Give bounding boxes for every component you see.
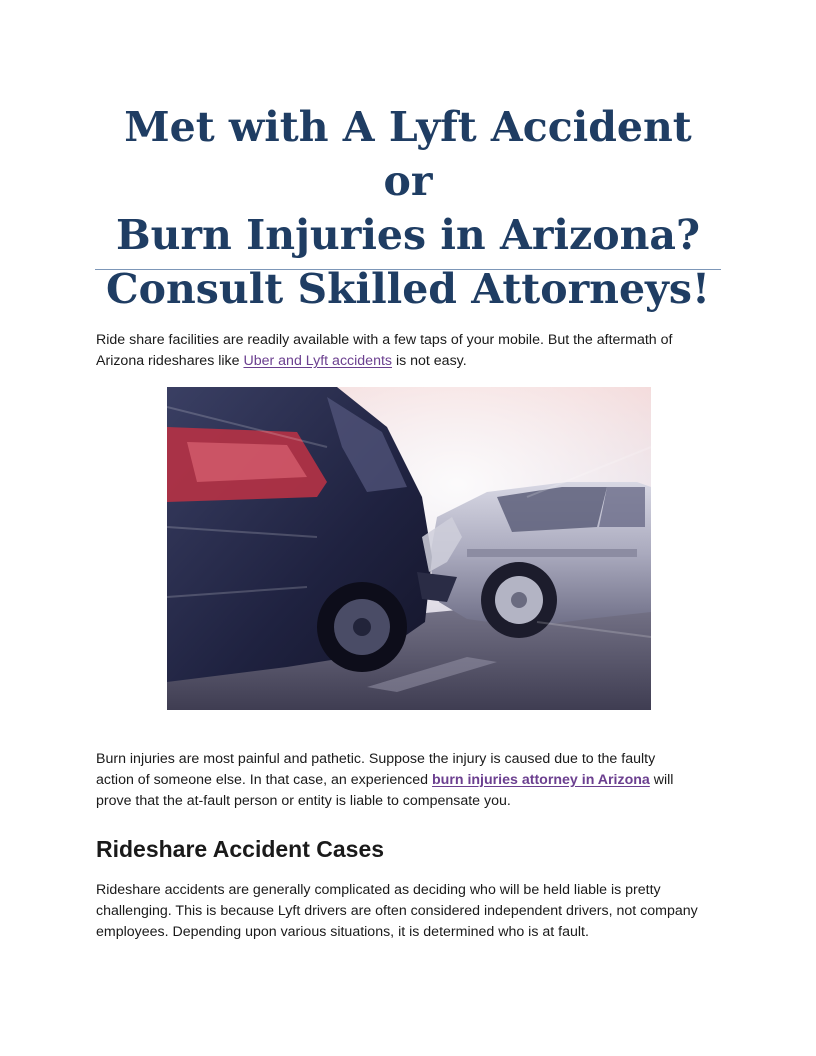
title-line-3: Consult Skilled Attorneys! [106, 265, 710, 313]
intro-line-2-end: is not easy. [392, 353, 467, 369]
rideshare-line-2: challenging. This is because Lyft drivers are often considered independent drivers, not company [96, 903, 698, 919]
uber-lyft-accidents-link[interactable]: Uber and Lyft accidents [243, 353, 392, 369]
burn-injuries-paragraph [96, 749, 726, 812]
title-line-2: Burn Injuries in Arizona? [115, 211, 701, 259]
intro-line-1: Ride share facilities are readily available with a few taps of your mobile. But the aftermath of [96, 332, 673, 348]
burn-injuries-attorney-link[interactable]: burn injuries attorney in Arizona [431, 772, 650, 788]
burn-line-1: Burn injuries are most painful and pathetic. Suppose the injury is caused due to the faulty [96, 751, 656, 767]
rideshare-line-3: employees. Depending upon various situations, it is determined who is at fault. [96, 924, 589, 940]
burn-line-2-end: will [649, 772, 674, 788]
title-underline-rule [95, 269, 721, 270]
section-heading-rideshare-cases: Rideshare Accident Cases [96, 836, 385, 862]
burn-line-2-start: action of someone else. In that case, an experienced [96, 772, 432, 788]
rideshare-line-1: Rideshare accidents are generally complicated as deciding who will be held liable is pretty [96, 882, 661, 898]
burn-line-3: prove that the at-fault person or entity is liable to compensate you. [96, 793, 511, 809]
page-title [96, 100, 720, 316]
intro-paragraph [96, 330, 726, 372]
rideshare-cases-paragraph [96, 880, 726, 943]
car-crash-photo [167, 387, 651, 710]
intro-line-2-start: Arizona rideshares like [96, 353, 244, 369]
title-line-1: Met with A Lyft Accident or [124, 103, 692, 205]
